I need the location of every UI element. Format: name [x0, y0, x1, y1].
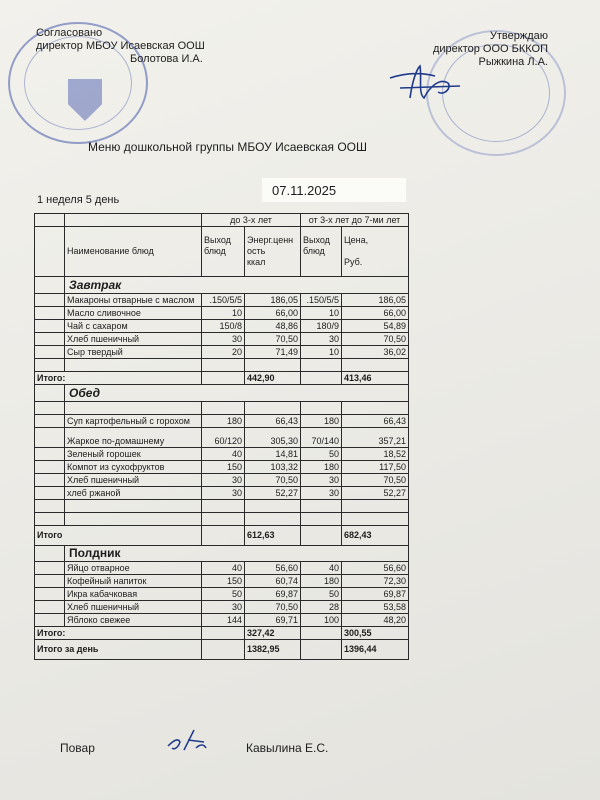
- week-day-label: 1 неделя 5 день: [37, 194, 120, 206]
- price: 48,20: [342, 614, 409, 627]
- empty-cell: [202, 500, 245, 513]
- signature-cook: [160, 722, 220, 758]
- price: 357,21: [342, 428, 409, 448]
- age-header-row: [35, 214, 409, 227]
- empty-cell: [35, 448, 65, 461]
- col-yield-1: Выход блюд: [202, 227, 245, 277]
- empty-cell: [301, 526, 342, 546]
- energy-value: 56,60: [245, 562, 301, 575]
- total-row: [35, 372, 409, 385]
- energy-value: 48,86: [245, 320, 301, 333]
- age-group-1: до 3-х лет: [202, 214, 301, 227]
- dish-name: Зеленый горошек: [65, 448, 202, 461]
- empty-cell: [35, 500, 65, 513]
- empty-cell: [245, 500, 301, 513]
- approver-name: Болотова И.А.: [130, 53, 203, 65]
- yield-2: .150/5/5: [301, 294, 342, 307]
- total-label: Итого: [35, 526, 202, 546]
- yield-1: 150: [202, 575, 245, 588]
- yield-2: 100: [301, 614, 342, 627]
- approver-name: Рыжкина Л.А.: [478, 56, 548, 68]
- yield-2: 180: [301, 575, 342, 588]
- empty-cell: [245, 359, 301, 372]
- menu-item-row: [35, 320, 409, 333]
- col-dish-name: Наименование блюд: [65, 227, 202, 277]
- dish-name: Хлеб пшеничный: [65, 474, 202, 487]
- empty-cell: [35, 562, 65, 575]
- empty-cell: [35, 487, 65, 500]
- empty-cell: [65, 500, 202, 513]
- empty-cell: [65, 359, 202, 372]
- menu-item-row: [35, 448, 409, 461]
- empty-cell: [35, 601, 65, 614]
- yield-2: 70/140: [301, 428, 342, 448]
- yield-2: 180/9: [301, 320, 342, 333]
- empty-cell: [35, 513, 65, 526]
- yield-2: 10: [301, 346, 342, 359]
- date-box: [262, 178, 406, 202]
- empty-cell: [35, 333, 65, 346]
- empty-cell: [35, 402, 65, 415]
- empty-cell: [301, 372, 342, 385]
- energy-value: 186,05: [245, 294, 301, 307]
- dish-name: Чай с сахаром: [65, 320, 202, 333]
- yield-1: 40: [202, 562, 245, 575]
- menu-item-row: [35, 487, 409, 500]
- price: 69,87: [342, 588, 409, 601]
- yield-1: 144: [202, 614, 245, 627]
- empty-cell: [202, 402, 245, 415]
- section-title: Завтрак: [65, 277, 409, 294]
- approver-position: директор ООО БККОП: [432, 43, 548, 55]
- price: 36,02: [342, 346, 409, 359]
- yield-2: 28: [301, 601, 342, 614]
- yield-2: 30: [301, 487, 342, 500]
- total-value-1: 327,42: [245, 627, 301, 640]
- yield-2: 180: [301, 461, 342, 474]
- dish-name: Компот из сухофруктов: [65, 461, 202, 474]
- cook-label: Повар: [60, 741, 95, 755]
- age-group-2: от 3-х лет до 7-ми лет: [301, 214, 409, 227]
- empty-cell: [301, 359, 342, 372]
- yield-2: 50: [301, 588, 342, 601]
- empty-row: [35, 500, 409, 513]
- price: 70,50: [342, 333, 409, 346]
- empty-cell: [342, 513, 409, 526]
- total-row: [35, 627, 409, 640]
- empty-cell: [202, 513, 245, 526]
- approval-label: Утверждаю: [489, 30, 548, 42]
- section-title: Полдник: [65, 546, 409, 562]
- price: 70,50: [342, 474, 409, 487]
- empty-cell: [35, 461, 65, 474]
- price: 66,43: [342, 415, 409, 428]
- total-value-2: 300,55: [342, 627, 409, 640]
- empty-cell: [342, 359, 409, 372]
- empty-cell: [65, 513, 202, 526]
- empty-cell: [35, 277, 65, 294]
- menu-item-row: [35, 346, 409, 359]
- yield-1: .150/5/5: [202, 294, 245, 307]
- empty-row: [35, 513, 409, 526]
- empty-cell: [301, 640, 342, 660]
- menu-item-row: [35, 562, 409, 575]
- price: 54,89: [342, 320, 409, 333]
- energy-value: 66,00: [245, 307, 301, 320]
- yield-1: 150/8: [202, 320, 245, 333]
- total-label: Итого:: [35, 627, 202, 640]
- dish-name: Сыр твердый: [65, 346, 202, 359]
- menu-table: [34, 213, 409, 660]
- menu-date: 07.11.2025: [272, 183, 337, 198]
- yield-2: 40: [301, 562, 342, 575]
- approval-block-left: [36, 27, 205, 66]
- menu-item-row: [35, 614, 409, 627]
- menu-item-row: [35, 601, 409, 614]
- dish-name: Жаркое по-домашнему: [65, 428, 202, 448]
- empty-cell: [35, 588, 65, 601]
- empty-cell: [301, 500, 342, 513]
- yield-2: 50: [301, 448, 342, 461]
- empty-cell: [245, 513, 301, 526]
- yield-1: 30: [202, 474, 245, 487]
- empty-cell: [35, 307, 65, 320]
- energy-value: 305,30: [245, 428, 301, 448]
- empty-cell: [245, 402, 301, 415]
- dish-name: Икра кабачковая: [65, 588, 202, 601]
- menu-item-row: [35, 588, 409, 601]
- approver-position: директор МБОУ Исаевская ООШ: [36, 40, 205, 52]
- price: 53,58: [342, 601, 409, 614]
- dish-name: хлеб ржаной: [65, 487, 202, 500]
- section-title: Обед: [65, 385, 409, 402]
- empty-cell: [202, 640, 245, 660]
- section-header-row: [35, 277, 409, 294]
- approval-label: Согласовано: [36, 27, 103, 39]
- col-price: Цена, Руб.: [342, 227, 409, 277]
- empty-cell: [301, 627, 342, 640]
- total-value-1: 612,63: [245, 526, 301, 546]
- yield-1: 30: [202, 487, 245, 500]
- energy-value: 70,50: [245, 474, 301, 487]
- cook-name: Кавылина Е.С.: [246, 741, 329, 755]
- price: 66,00: [342, 307, 409, 320]
- empty-cell: [202, 372, 245, 385]
- yield-1: 20: [202, 346, 245, 359]
- price: 117,50: [342, 461, 409, 474]
- yield-2: 180: [301, 415, 342, 428]
- total-value-1: 442,90: [245, 372, 301, 385]
- empty-cell: [35, 474, 65, 487]
- empty-cell: [202, 526, 245, 546]
- menu-item-row: [35, 294, 409, 307]
- menu-item-row: [35, 415, 409, 428]
- section-header-row: [35, 546, 409, 562]
- empty-cell: [35, 546, 65, 562]
- total-value-2: 413,46: [342, 372, 409, 385]
- energy-value: 103,32: [245, 461, 301, 474]
- empty-cell: [35, 614, 65, 627]
- energy-value: 71,49: [245, 346, 301, 359]
- empty-cell: [35, 294, 65, 307]
- menu-item-row: [35, 307, 409, 320]
- column-header-row: [35, 227, 409, 277]
- energy-value: 70,50: [245, 601, 301, 614]
- section-header-row: [35, 385, 409, 402]
- empty-cell: [35, 346, 65, 359]
- price: 18,52: [342, 448, 409, 461]
- empty-cell: [35, 575, 65, 588]
- day-total-row: [35, 640, 409, 660]
- empty-cell: [35, 385, 65, 402]
- empty-cell: [301, 513, 342, 526]
- page-title: Меню дошкольной группы МБОУ Исаевская ООШ: [88, 140, 367, 154]
- yield-1: 30: [202, 601, 245, 614]
- empty-cell: [301, 402, 342, 415]
- yield-2: 30: [301, 474, 342, 487]
- yield-1: 30: [202, 333, 245, 346]
- empty-row: [35, 402, 409, 415]
- yield-1: 180: [202, 415, 245, 428]
- energy-value: 14,81: [245, 448, 301, 461]
- col-energy: Энерг.ценн ость ккал: [245, 227, 301, 277]
- dish-name: Кофейный напиток: [65, 575, 202, 588]
- total-label: Итого:: [35, 372, 202, 385]
- empty-cell: [35, 415, 65, 428]
- empty-cell: [35, 359, 65, 372]
- signature-director: [380, 58, 470, 108]
- empty-cell: [202, 359, 245, 372]
- dish-name: Хлеб пшеничный: [65, 601, 202, 614]
- day-total-label: Итого за день: [35, 640, 202, 660]
- menu-item-row: [35, 474, 409, 487]
- energy-value: 70,50: [245, 333, 301, 346]
- empty-cell: [342, 402, 409, 415]
- energy-value: 69,87: [245, 588, 301, 601]
- dish-name: Макароны отварные с маслом: [65, 294, 202, 307]
- dish-name: Яблоко свежее: [65, 614, 202, 627]
- yield-1: 40: [202, 448, 245, 461]
- price: 72,30: [342, 575, 409, 588]
- empty-row: [35, 359, 409, 372]
- menu-item-row: [35, 461, 409, 474]
- yield-1: 50: [202, 588, 245, 601]
- empty-cell: [202, 627, 245, 640]
- energy-value: 66,43: [245, 415, 301, 428]
- price: 56,60: [342, 562, 409, 575]
- yield-1: 10: [202, 307, 245, 320]
- empty-cell: [342, 500, 409, 513]
- dish-name: Масло сливочное: [65, 307, 202, 320]
- energy-value: 69,71: [245, 614, 301, 627]
- energy-value: 60,74: [245, 575, 301, 588]
- day-total-value-1: 1382,95: [245, 640, 301, 660]
- dish-name: Хлеб пшеничный: [65, 333, 202, 346]
- yield-1: 150: [202, 461, 245, 474]
- empty-cell: [35, 320, 65, 333]
- col-yield-2: Выход блюд: [301, 227, 342, 277]
- menu-item-row: [35, 428, 409, 448]
- dish-name: Суп картофельный с горохом: [65, 415, 202, 428]
- empty-cell: [35, 428, 65, 448]
- total-value-2: 682,43: [342, 526, 409, 546]
- price: 186,05: [342, 294, 409, 307]
- yield-2: 10: [301, 307, 342, 320]
- menu-item-row: [35, 575, 409, 588]
- menu-item-row: [35, 333, 409, 346]
- energy-value: 52,27: [245, 487, 301, 500]
- empty-cell: [65, 402, 202, 415]
- price: 52,27: [342, 487, 409, 500]
- yield-2: 30: [301, 333, 342, 346]
- dish-name: Яйцо отварное: [65, 562, 202, 575]
- day-total-value-2: 1396,44: [342, 640, 409, 660]
- total-row: [35, 526, 409, 546]
- yield-1: 60/120: [202, 428, 245, 448]
